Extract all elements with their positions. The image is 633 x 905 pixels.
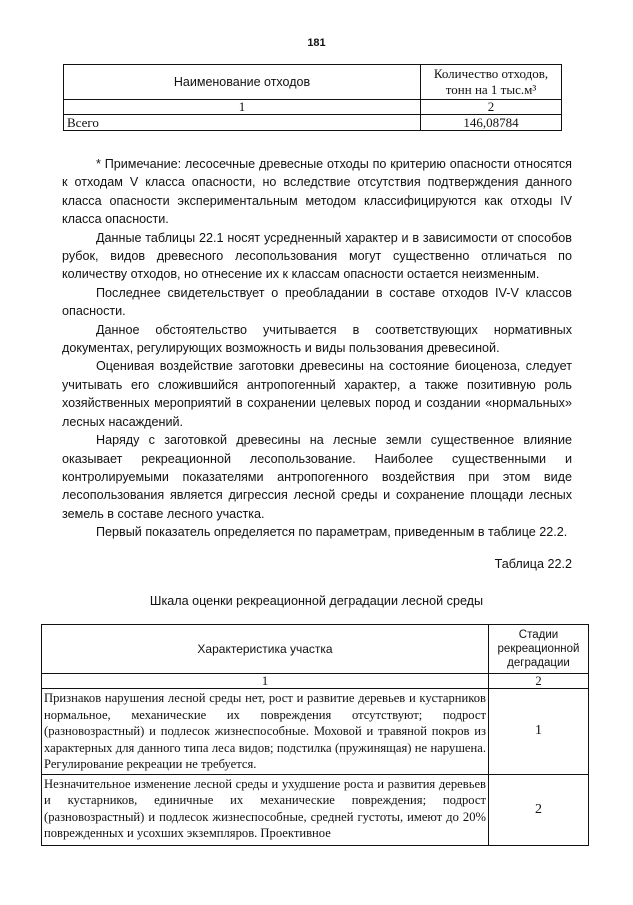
table-row bbox=[42, 689, 589, 775]
table-row bbox=[42, 774, 589, 845]
paragraph: Данное обстоятельство учитывается в соответствующих нормативных документах, регулирующих возможность и виды пользования древесиной. bbox=[62, 322, 572, 356]
paragraph: Оценивая воздействие заготовки древесины на состояние биоценоза, следует учитывать его сложившийся антропогенный характер, а также позитивную роль хозяйственных мероприятий в сохранении целевых пород и создании «нормальных» лесных насаждений. bbox=[62, 359, 572, 429]
row-stage: 2 bbox=[489, 774, 589, 845]
degradation-table bbox=[41, 624, 589, 846]
table-title: Шкала оценки рекреационной деградации лесной среды bbox=[149, 594, 484, 608]
table-caption: Таблица 22.2 bbox=[494, 557, 572, 571]
stage-header: Стадии рекреационной деградации bbox=[489, 625, 589, 674]
paragraph: Последнее свидетельствует о преобладании в составе отходов IV-V классов опасности. bbox=[62, 285, 572, 319]
row-description: Незначительное изменение лесной среды и ухудшение роста и развития деревьев и кустарников, единичные их механические повреждения; подрост (разновозрастный) и подлесок жизнеспособные, средней густоты, имеют до 20% поврежденных и усохших экземпляров. Проективное bbox=[44, 776, 486, 840]
row-stage: 1 bbox=[489, 689, 589, 775]
note-paragraph: * Примечание: лесосечные древесные отходы по критерию опасности относятся к отходам V класса опасности, но вследствие отсутствия подтверждения данного класса опасности экспериментальным методом классифицируются как отходы IV класса опасности. bbox=[62, 157, 572, 227]
column-number-1: 1 bbox=[64, 100, 421, 115]
column-number-1: 1 bbox=[42, 674, 489, 689]
characteristic-header: Характеристика участка bbox=[42, 625, 489, 674]
row-description: Признаков нарушения лесной среды нет, рост и развитие деревьев и кустарников нормальное, механические их повреждения отсутствуют; подрост (разновозрастный) и подлесок жизнеспособные. Моховой и травяной покров из характерных для данного типа леса видов; подстилка (пружинящая) не нарушена. Регулирование рекреации не требуется. bbox=[42, 689, 489, 775]
waste-table bbox=[63, 64, 562, 131]
page-number: 181 bbox=[307, 37, 326, 49]
row-description-cell bbox=[42, 774, 489, 845]
waste-name-header: Наименование отходов bbox=[64, 65, 421, 100]
paragraph: Наряду с заготовкой древесины на лесные земли существенное влияние оказывает рекреационной лесопользование. Наиболее существенными и контролируемыми показателями антропогенного воздействия при этом виде лесопользования является дигрессия лесной среды и сохранение площади лесных земель в составе лесного участка. bbox=[62, 433, 572, 521]
column-number-2: 2 bbox=[489, 674, 589, 689]
paragraph: Данные таблицы 22.1 носят усредненный характер и в зависимости от способов рубок, видов древесного лесопользования могут существенно отличаться по количеству отходов, но отнесение их к классам опасности остается неизменным. bbox=[62, 230, 572, 282]
total-value: 146,08784 bbox=[421, 115, 562, 131]
column-number-2: 2 bbox=[421, 100, 562, 115]
waste-amount-header: Количество отходов, тонн на 1 тыс.м³ bbox=[421, 65, 562, 100]
total-label: Всего bbox=[64, 115, 421, 131]
body-text bbox=[62, 155, 572, 542]
paragraph: Первый показатель определяется по параметрам, приведенным в таблице 22.2. bbox=[96, 525, 568, 540]
